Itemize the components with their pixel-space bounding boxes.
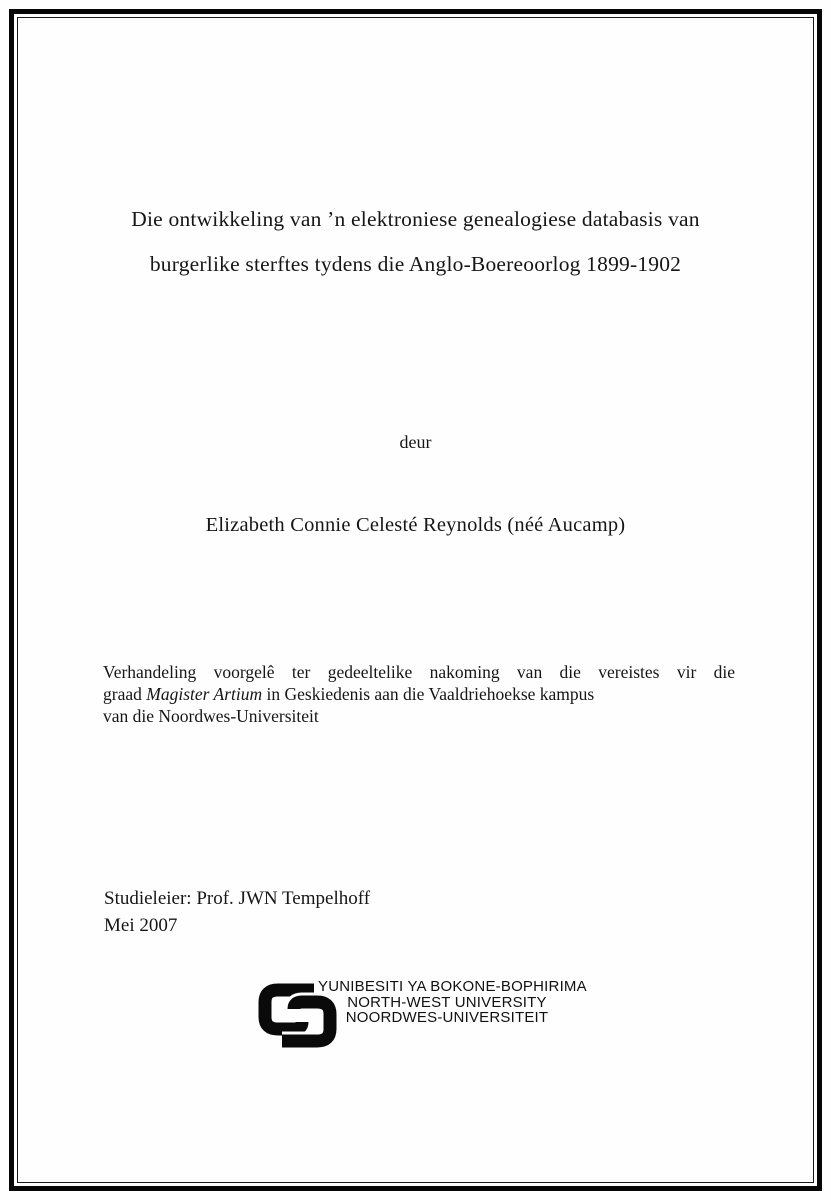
degree-statement-line1: Verhandeling voorgelê ter gedeeltelike nakoming van die vereistes vir die [103, 662, 735, 682]
university-logotype [318, 978, 587, 1026]
thesis-title-line2: burgerlike sterftes tydens die Anglo-Boereoorlog 1899-1902 [149, 252, 682, 276]
university-logo [257, 979, 587, 1054]
degree-statement-line2-prefix: graad [103, 684, 147, 704]
degree-statement-line2 [103, 683, 735, 705]
byline-label: deur [399, 432, 432, 452]
thesis-title [50, 197, 781, 287]
logotype-setswana: YUNIBESITI YA BOKONE-BOPHIRIMA [318, 978, 587, 995]
thesis-title-line1: Die ontwikkeling van ’n elektroniese genealogiese databasis van [131, 207, 700, 231]
degree-statement [103, 661, 735, 727]
date-line: Mei 2007 [104, 914, 178, 936]
supervisor-line: Studieleier: Prof. JWN Tempelhoff [104, 888, 371, 909]
supervisor-block [104, 886, 370, 939]
logotype-english: NORTH-WEST UNIVERSITY [347, 993, 547, 1011]
degree-statement-line3: van die Noordwes-Universiteit [103, 706, 319, 726]
logotype-afrikaans: NOORDWES-UNIVERSITEIT [345, 1009, 549, 1026]
degree-statement-line2-suffix: in Geskiedenis aan die Vaaldriehoekse kampus [262, 684, 595, 704]
author-name: Elizabeth Connie Celesté Reynolds (néé Aucamp) [205, 514, 626, 536]
degree-name: Magister Artium [146, 684, 263, 704]
